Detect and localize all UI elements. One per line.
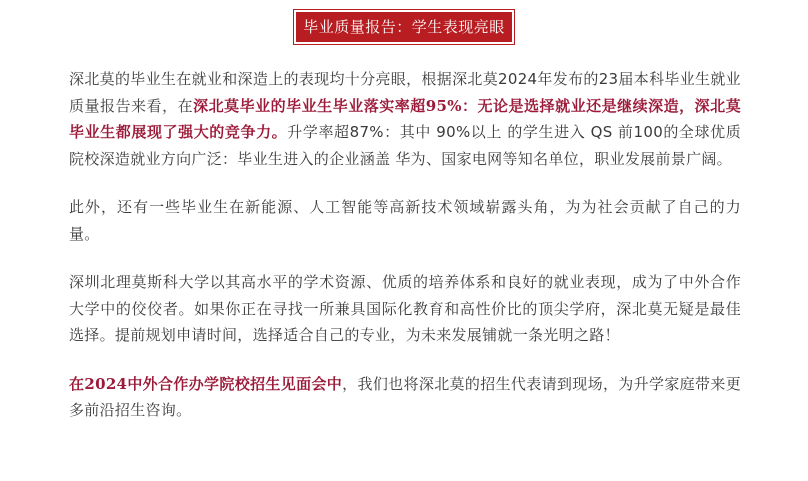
highlight-text: 在2024中外合作办学院校招生见面会中 (69, 374, 343, 393)
highlight-text: 深北莫毕业的毕业生毕业落实率超95%：无论是选择就业还是继续深造，深北莫毕业生都展现了强大的竞争力。 (69, 96, 741, 141)
paragraph-text: 升学率超87%：其中 90%以上 的学生进入 QS 前100的全球优质院校深造就业方向广泛：毕业生进入的企业涵盖 华为、国家电网等知名单位，职业发展前景广阔。 (69, 123, 742, 168)
section-title-badge: 毕业质量报告：学生表现亮眼 (296, 12, 512, 42)
paragraph-employment-report (69, 66, 741, 172)
paragraph-university-summary: 深圳北理莫斯科大学以其高水平的学术资源、优质的培养体系和良好的就业表现，成为了中外合作大学中的佼佼者。如果你正在寻找一所兼具国际化教育和高性价比的顶尖学府，深北莫无疑是最佳选择。提前规划申请时间，选择适合自己的专业，为未来发展铺就一条光明之路！ (69, 273, 741, 344)
paragraph-text: 深北莫的毕业生在就业和深造上的表现均十分亮眼，根据深北莫2024年发布的23届本科毕业生就业质量报告来看，在 (69, 70, 741, 115)
article-body (69, 66, 741, 446)
paragraph-text: ，我们也将深北莫的招生代表请到现场，为升学家庭带来更多前沿招生咨询。 (69, 374, 742, 419)
title-wrap (0, 12, 808, 42)
paragraph-new-tech: 此外，还有一些毕业生在新能源、人工智能等高新技术领域崭露头角，为为社会贡献了自己的力量。 (69, 198, 741, 243)
paragraph-admission-fair (69, 371, 741, 424)
